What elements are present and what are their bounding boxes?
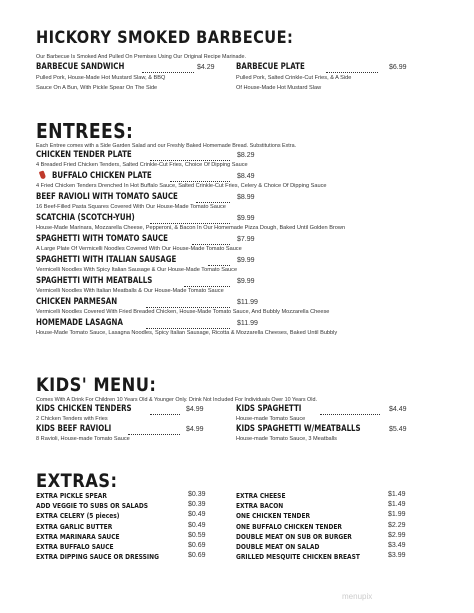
entree-price: $8.99 <box>237 194 255 201</box>
extras-row <box>36 511 222 521</box>
watermark: menupix <box>342 592 373 601</box>
kids-item-desc: House-made Tomato Sauce <box>236 416 306 422</box>
extras-row <box>236 511 436 521</box>
entree-desc: 16 Beef-Filled Pasta Squares Covered With Our House-Made Tomato Sauce <box>36 204 226 210</box>
kids-item-desc: 8 Ravioli, House-made Tomato Sauce <box>36 436 130 442</box>
extras-row <box>36 542 222 552</box>
entree-name: SPAGHETTI WITH TOMATO SAUCE <box>36 234 168 244</box>
extra-name: EXTRA MARINARA SAUCE <box>36 531 120 541</box>
dot-leader <box>150 414 180 415</box>
extra-name: EXTRA BUFFALO SAUCE <box>36 541 114 551</box>
bbq-sandwich-desc-1: Pulled Pork, House-Made Hot Mustard Slaw, & BBQ <box>36 75 166 81</box>
dot-leader <box>320 414 380 415</box>
bbq-title: HICKORY SMOKED BARBECUE: <box>36 28 294 48</box>
extra-name: ONE CHICKEN TENDER <box>236 511 311 521</box>
extra-name: EXTRA CELERY (5 pieces) <box>36 511 120 521</box>
entrees-title: ENTREES: <box>36 119 134 143</box>
extras-list-left <box>36 491 222 562</box>
extra-price: $0.39 <box>188 491 206 498</box>
entree-desc: A Large Plate Of Vermicelli Noodles Covered With Our House-Made Tomato Sauce <box>36 246 242 252</box>
extra-name: EXTRA BACON <box>236 501 284 511</box>
extras-row <box>36 552 222 562</box>
extra-name: EXTRA PICKLE SPEAR <box>36 491 107 500</box>
dot-leader <box>196 202 230 203</box>
kids-item-price: $4.49 <box>389 406 407 413</box>
entree-price: $9.99 <box>237 278 255 285</box>
kids-note: Comes With A Drink For Children 10 Years Old & Younger Only. Drink Not Included For Individuals Over 10 Years Old. <box>36 397 317 403</box>
entree-price: $8.49 <box>237 173 255 180</box>
kids-item-name: KIDS CHICKEN TENDERS <box>36 404 132 414</box>
entree-name: CHICKEN PARMESAN <box>36 297 118 307</box>
bbq-plate-desc-1: Pulled Pork, Salted Crinkle-Cut Fries, & A Side <box>236 75 352 81</box>
extra-name: ONE BUFFALO CHICKEN TENDER <box>236 521 342 531</box>
dot-leader <box>142 72 194 73</box>
extra-price: $0.49 <box>188 511 206 519</box>
extras-row <box>236 542 436 552</box>
kids-item-name: KIDS SPAGHETTI W/MEATBALLS <box>236 424 361 434</box>
entree-name: SPAGHETTI WITH MEATBALLS <box>36 276 153 286</box>
dot-leader <box>150 160 230 161</box>
extra-price: $0.39 <box>188 501 206 509</box>
entree-desc: Vermicelli Noodles With Spicy Italian Sausage & Our House-Made Tomato Sauce <box>36 267 238 273</box>
dot-leader <box>146 328 230 329</box>
extra-name: DOUBLE MEAT ON SALAD <box>236 541 320 551</box>
extras-title: EXTRAS: <box>36 470 118 492</box>
extras-row <box>36 501 222 511</box>
entree-name: BEEF RAVIOLI WITH TOMATO SAUCE <box>36 192 178 202</box>
dot-leader <box>326 72 378 73</box>
entree-price: $9.99 <box>237 215 255 222</box>
dot-leader <box>128 434 180 435</box>
entree-price: $9.99 <box>237 257 255 264</box>
entree-desc: House-Made Tomato Sauce, Lasagna Noodles, Spicy Italian Sausage, Ricotta & Mozzarella Cheeses, Baked Until Bubbly <box>36 330 338 336</box>
extra-price: $1.49 <box>388 501 406 509</box>
dot-leader <box>208 265 230 266</box>
extras-row <box>236 491 436 501</box>
entree-name: CHICKEN TENDER PLATE <box>36 150 132 160</box>
extra-price: $3.99 <box>388 552 406 560</box>
entree-name: BUFFALO CHICKEN PLATE <box>52 171 152 181</box>
bbq-sandwich-name: BARBECUE SANDWICH <box>36 62 125 72</box>
bbq-note: Our Barbecue Is Smoked And Pulled On Premises Using Our Original Recipe Marinade. <box>36 54 247 60</box>
dot-leader <box>184 286 230 287</box>
chili-pepper-icon <box>39 170 46 179</box>
extras-row <box>36 491 222 501</box>
entree-desc: 4 Breaded Fried Chicken Tenders, Salted Crinkle-Cut Fries, Choice Of Dipping Sauce <box>36 162 248 168</box>
kids-item-price: $5.49 <box>389 426 407 433</box>
entree-price: $8.29 <box>237 152 255 159</box>
entree-name: HOMEMADE LASAGNA <box>36 318 123 328</box>
extra-price: $0.69 <box>188 552 206 560</box>
entree-desc: House-Made Marinara, Mozzarella Cheese, Pepperoni, & Bacon In Our Homemade Pizza Dough, Baked Until Golden Brown <box>36 225 346 231</box>
entree-desc: Vermicelli Noodles Covered With Fried Breaded Chicken, House-Made Tomato Sauce, And Bubbly Mozzarella Cheese <box>36 309 330 315</box>
extras-row <box>236 532 436 542</box>
bbq-plate-desc-2: Of House-Made Hot Mustard Slaw <box>236 85 322 91</box>
extra-price: $2.29 <box>388 521 406 529</box>
extra-price: $0.59 <box>188 531 206 539</box>
entree-price: $7.99 <box>237 236 255 243</box>
dot-leader <box>192 244 230 245</box>
extra-price: $2.99 <box>388 531 406 539</box>
extra-price: $0.49 <box>188 521 206 529</box>
entree-name: SPAGHETTI WITH ITALIAN SAUSAGE <box>36 255 177 265</box>
kids-item-desc: House-made Tomato Sauce, 3 Meatballs <box>236 436 337 442</box>
entree-desc: 4 Fried Chicken Tenders Drenched In Hot Buffalo Sauce, Salted Crinkle-Cut Fries, Celery & Choice Of Dipping Sauce <box>36 183 327 189</box>
extras-row <box>36 522 222 532</box>
extra-price: $0.69 <box>188 541 206 549</box>
kids-item-desc: 2 Chicken Tenders with Fries <box>36 416 108 422</box>
kids-title: KIDS' MENU: <box>36 374 157 396</box>
bbq-sandwich-desc-2: Sauce On A Bun, With Pickle Spear On The Side <box>36 85 158 91</box>
extras-row <box>236 552 436 562</box>
entrees-note: Each Entree comes with a Side Garden Salad and our Freshly Baked Homemade Bread. Substitutions Extra. <box>36 143 297 149</box>
entree-desc: Vermicelli Noodles With Italian Meatballs & Our House-Made Tomato Sauce <box>36 288 224 294</box>
extra-name: GRILLED MESQUITE CHICKEN BREAST <box>236 552 360 562</box>
extra-name: ADD VEGGIE TO SUBS OR SALADS <box>36 501 149 511</box>
bbq-plate-name: BARBECUE PLATE <box>236 62 305 72</box>
extra-price: $3.49 <box>388 541 406 549</box>
extra-price: $1.99 <box>388 511 406 519</box>
entree-name: SCATCHIA (SCOTCH-YUH) <box>36 213 135 223</box>
dot-leader <box>150 223 230 224</box>
extra-name: EXTRA CHEESE <box>236 491 286 500</box>
extras-row <box>236 501 436 511</box>
dot-leader <box>146 307 230 308</box>
kids-item-price: $4.99 <box>186 426 204 433</box>
extras-row <box>36 532 222 542</box>
entree-price: $11.99 <box>237 299 258 306</box>
dot-leader <box>170 181 230 182</box>
entree-price: $11.99 <box>237 320 258 327</box>
extra-name: DOUBLE MEAT ON SUB OR BURGER <box>236 531 352 541</box>
extras-row <box>236 522 436 532</box>
extra-name: EXTRA GARLIC BUTTER <box>36 521 113 531</box>
bbq-plate-price: $6.99 <box>389 64 407 71</box>
kids-item-name: KIDS SPAGHETTI <box>236 404 302 414</box>
kids-item-price: $4.99 <box>186 406 204 413</box>
kids-item-name: KIDS BEEF RAVIOLI <box>36 424 112 434</box>
bbq-sandwich-price: $4.29 <box>197 64 215 71</box>
extra-price: $1.49 <box>388 491 406 498</box>
extras-list-right <box>236 491 436 562</box>
extra-name: EXTRA DIPPING SAUCE OR DRESSING <box>36 552 159 562</box>
